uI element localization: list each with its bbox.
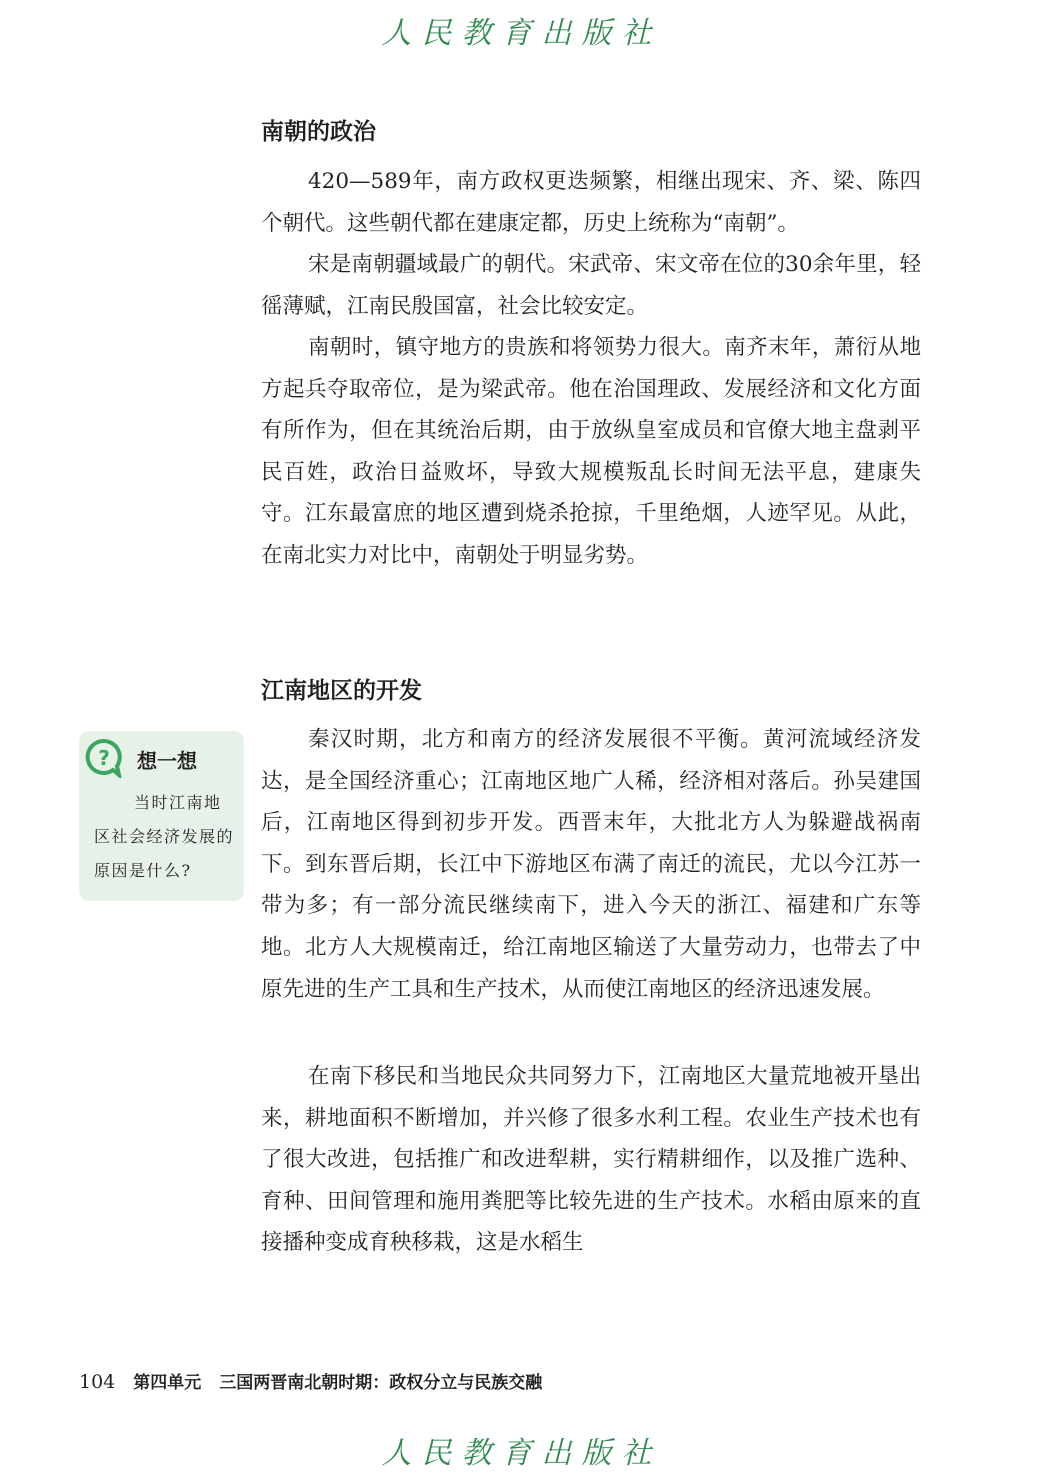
- paragraph: 南朝时，镇守地方的贵族和将领势力很大。南齐末年，萧衍从地方起兵夺取帝位，是为梁武帝。他在治国理政、发展经济和文化方面有所作为，但在其统治后期，由于放纵皇室成员和官僚大地主盘剥平民百姓，政治日益败坏，导致大规模叛乱长时间无法平息，建康失守。江东最富庶的地区遭到烧杀抢掠，千里绝烟，人迹罕见。从此，在南北实力对比中，南朝处于明显劣势。: [261, 335, 921, 568]
- question-bubble-icon: [84, 738, 124, 778]
- paragraph: 在南下移民和当地民众共同努力下，江南地区大量荒地被开垦出来，耕地面积不断增加，并兴修了很多水利工程。农业生产技术也有了很大改进，包括推广和改进犁耕，实行精耕细作，以及推广选种、育种、田间管理和施用粪肥等比较先进的生产技术。水稻由原来的直接播种变成育秧移栽，这是水稻生: [261, 1064, 921, 1256]
- paragraph: 秦汉时期，北方和南方的经济发展很不平衡。黄河流域经济发达，是全国经济重心；江南地区地广人稀，经济相对落后。孙吴建国后，江南地区得到初步开发。西晋末年，大批北方人为躲避战祸南下。到东晋后期，长江中下游地区布满了南迁的流民，尤以今江苏一带为多；有一部分流民继续南下，进入今天的浙江、福建和广东等地。北方人大规模南迁，给江南地区输送了大量劳动力，也带去了中原先进的生产工具和生产技术，从而使江南地区的经济迅速发展。: [261, 727, 921, 1002]
- think-box-title: 想一想: [137, 749, 197, 773]
- paragraph: 420—589年，南方政权更迭频繁，相继出现宋、齐、梁、陈四个朝代。这些朝代都在建康定都，历史上统称为“南朝”。: [261, 169, 921, 236]
- publisher-watermark-bottom: 人民教育出版社: [381, 1436, 662, 1471]
- think-box-question: 当时江南地区社会经济发展的原因是什么?: [94, 793, 235, 880]
- publisher-watermark-top: 人民教育出版社: [381, 16, 662, 51]
- section-title-southern-politics: 南朝的政治: [261, 119, 376, 145]
- page-number: 104: [79, 1371, 116, 1393]
- paragraph: 宋是南朝疆域最广的朝代。宋武帝、宋文帝在位的30余年里，轻徭薄赋，江南民殷国富，社会比较安定。: [261, 252, 921, 319]
- page-footer: [79, 1368, 542, 1393]
- chapter-title: 三国两晋南北朝时期：政权分立与民族交融: [219, 1373, 543, 1393]
- unit-label: 第四单元: [133, 1373, 202, 1393]
- svg-text:?: ?: [98, 746, 110, 770]
- section-title-jiangnan-development: 江南地区的开发: [261, 678, 422, 704]
- think-box: [79, 731, 244, 901]
